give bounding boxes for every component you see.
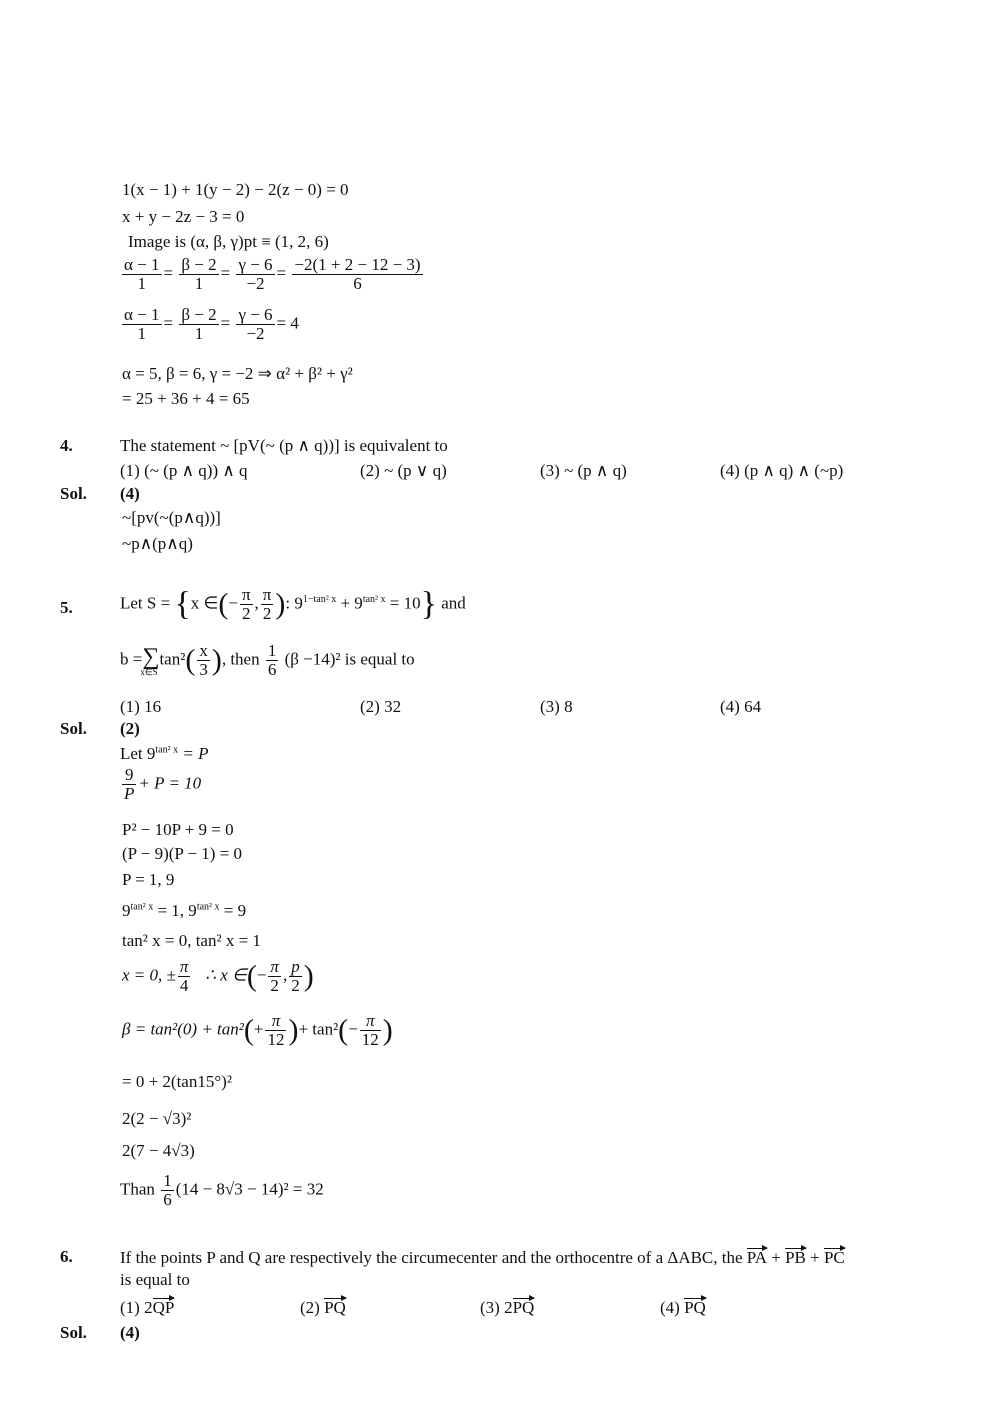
denominator: −2 — [246, 274, 265, 293]
sum-symbol — [140, 644, 160, 678]
fraction — [265, 1012, 286, 1049]
numerator: β − 2 — [181, 255, 217, 274]
vector: QP — [152, 1298, 175, 1317]
answer: (2) — [120, 719, 140, 738]
step: x = 0, ± $\frac{\pi}{4}$ ∴ x ∈(− $\frac{\pi}{2}$ , $\frac{p}{2}$ ) — [122, 957, 314, 995]
equals: = — [220, 313, 231, 333]
denominator: 6 — [163, 1190, 172, 1209]
sigma: ∑ — [142, 644, 160, 671]
fraction — [122, 306, 162, 343]
sum-definition — [120, 642, 415, 679]
text: : 9 — [285, 593, 303, 613]
numerator: π — [179, 957, 189, 976]
text: (β −14)² is equal to — [284, 649, 415, 669]
text: + P = 10 — [138, 773, 202, 793]
paren: ( — [218, 587, 229, 621]
numerator: α − 1 — [124, 255, 160, 274]
equation-line: x + y − 2z − 3 = 0 — [122, 207, 245, 226]
vector: PQ — [324, 1298, 346, 1317]
fraction — [236, 306, 274, 343]
numerator: γ − 6 — [238, 305, 273, 324]
denominator: 6 — [267, 660, 277, 679]
exponent: 1−tan² x — [302, 593, 337, 605]
question-number: 4. — [60, 436, 73, 455]
text: If the points P and Q are respectively the circumecenter and the orthocentre of a ΔABC, the — [120, 1248, 743, 1267]
text: + tan² — [298, 1019, 339, 1039]
answer: (4) — [120, 1323, 140, 1342]
denominator: 1 — [137, 274, 146, 293]
text: 9 — [122, 901, 131, 920]
paren: ) — [211, 643, 222, 677]
vector: PB — [785, 1248, 806, 1267]
denominator: −2 — [246, 324, 265, 343]
vector: PQ — [684, 1298, 706, 1317]
text: − — [348, 1019, 358, 1039]
fraction — [289, 958, 302, 995]
equals: = — [220, 263, 231, 283]
numerator: π — [270, 957, 279, 976]
solution-label: Sol. — [60, 484, 87, 503]
denominator: 1 — [194, 324, 204, 343]
text: = 10 — [385, 593, 421, 613]
text: Let S = — [120, 593, 171, 613]
option-2 — [300, 1295, 346, 1318]
paren: ( — [246, 959, 257, 993]
solution-label: Sol. — [60, 719, 87, 738]
text: + — [810, 1248, 820, 1267]
text: , then — [221, 649, 260, 669]
paren: ) — [382, 1013, 393, 1047]
paren: ( — [338, 1013, 349, 1047]
exponent: tan² x — [130, 901, 154, 913]
answer: (4) — [120, 484, 140, 503]
option-1: (1) 16 — [120, 697, 162, 716]
text: + — [771, 1248, 781, 1267]
vector: PA — [746, 1248, 767, 1267]
equation-line: = 25 + 36 + 4 = 65 — [122, 389, 250, 408]
fraction — [179, 306, 218, 343]
brace: } — [420, 585, 437, 623]
text: (2) — [300, 1298, 325, 1317]
denominator: 4 — [179, 976, 189, 995]
text: + — [253, 1019, 264, 1039]
step: tan² x = 0, tan² x = 1 — [122, 931, 261, 950]
equals: = — [276, 263, 287, 283]
fraction — [261, 586, 274, 623]
denominator: 12 — [267, 1030, 285, 1049]
option-3: (3) ~ (p ∧ q) — [540, 461, 627, 480]
option-2: (2) 32 — [360, 697, 402, 716]
text: Than — [120, 1179, 155, 1199]
solution-label: Sol. — [60, 1323, 87, 1342]
step — [122, 1012, 393, 1049]
text: tan² — [159, 649, 186, 669]
numerator: π — [241, 585, 251, 604]
text: and — [441, 593, 466, 613]
denominator: 12 — [361, 1030, 379, 1049]
option-3 — [480, 1295, 534, 1318]
paren: ( — [185, 643, 196, 677]
numerator: 1 — [267, 641, 277, 660]
equation-line — [120, 306, 299, 343]
text: , — [254, 593, 259, 613]
vector: PC — [823, 1248, 845, 1267]
text: (4) — [660, 1298, 685, 1317]
question-text-cont: is equal to — [120, 1270, 190, 1289]
denominator: 3 — [199, 660, 208, 679]
text: (14 − 8√3 − 14)² = 32 — [175, 1179, 324, 1199]
numerator: p — [291, 957, 300, 976]
equation-line: 1(x − 1) + 1(y − 2) − 2(z − 0) = 0 — [122, 180, 349, 199]
fraction — [236, 256, 274, 293]
paren: ) — [275, 587, 286, 621]
numerator: β − 2 — [181, 305, 217, 324]
fraction — [360, 1012, 381, 1049]
paren: ) — [288, 1013, 299, 1047]
denominator: 1 — [194, 274, 204, 293]
exponent: tan² x — [196, 901, 220, 913]
paren: ( — [243, 1013, 254, 1047]
step — [120, 744, 208, 764]
question-number: 6. — [60, 1247, 73, 1266]
option-4: (4) (p ∧ q) ∧ (~p) — [720, 461, 844, 480]
denominator: 2 — [262, 604, 272, 623]
numerator: π — [262, 585, 272, 604]
numerator: π — [265, 1012, 286, 1031]
step: P = 1, 9 — [122, 870, 175, 889]
fraction — [197, 642, 210, 679]
fraction — [179, 256, 218, 293]
equals: = — [163, 263, 174, 283]
fraction — [292, 256, 422, 293]
text: ∴ x ∈ — [205, 965, 247, 985]
step: ~[pv(~(p∧q))] — [122, 508, 221, 527]
text: + 9 — [336, 593, 363, 613]
question-number: 5. — [60, 598, 73, 617]
text: b = — [120, 649, 143, 669]
text: (3) 2 — [480, 1298, 513, 1317]
option-2: (2) ~ (p ∨ q) — [360, 461, 447, 480]
step: (P − 9)(P − 1) = 0 — [122, 844, 243, 863]
denominator: P — [124, 784, 135, 803]
set-definition — [120, 586, 466, 623]
fraction — [122, 766, 136, 803]
text: x = 0, ± — [122, 965, 176, 985]
equation-line: Image is (α, β, γ)pt ≡ (1, 2, 6) — [128, 232, 329, 251]
question-text — [120, 1245, 845, 1268]
step: = 0 + 2(tan15°)² — [122, 1072, 232, 1091]
numerator: γ − 6 — [238, 255, 273, 274]
question-text: The statement ~ [pV(~ (p ∧ q))] is equivalent to — [120, 436, 448, 455]
numerator: π — [360, 1012, 381, 1031]
exponent: tan² x — [155, 744, 179, 756]
text: = 1, 9 — [153, 901, 197, 920]
fraction — [240, 586, 253, 623]
equation-line — [120, 256, 425, 293]
text: (1) 2 — [120, 1298, 153, 1317]
numerator: x — [199, 641, 208, 660]
step — [120, 766, 201, 803]
denominator: 6 — [353, 274, 362, 293]
text: = 9 — [219, 901, 247, 920]
text: = P — [178, 744, 209, 763]
step: 2(7 − 4√3) — [122, 1141, 195, 1160]
fraction — [161, 1172, 174, 1209]
numerator: −2(1 + 2 − 12 − 3) — [294, 255, 421, 274]
numerator: α − 1 — [124, 305, 160, 324]
exponent: tan² x — [362, 593, 386, 605]
option-3: (3) 8 — [540, 697, 573, 716]
vector: PQ — [512, 1298, 535, 1317]
option-4 — [660, 1295, 706, 1318]
step: P² − 10P + 9 = 0 — [122, 820, 234, 839]
equation-line: α = 5, β = 6, γ = −2 ⇒ α² + β² + γ² — [122, 364, 353, 383]
option-1 — [120, 1295, 174, 1318]
denominator: 2 — [241, 604, 251, 623]
text: Let 9 — [120, 744, 156, 763]
fraction — [268, 958, 281, 995]
step: 2(2 − √3)² — [122, 1109, 192, 1128]
numerator: 9 — [122, 766, 136, 785]
subscript: x∈S — [140, 667, 158, 678]
text: − — [228, 593, 238, 613]
step: ~p∧(p∧q) — [122, 534, 193, 553]
step — [122, 901, 246, 921]
denominator: 2 — [270, 976, 279, 995]
text: β = tan²(0) + tan² — [122, 1019, 244, 1039]
denominator: 2 — [291, 976, 300, 995]
numerator: 1 — [163, 1171, 172, 1190]
paren: ) — [303, 959, 314, 993]
option-1: (1) (~ (p ∧ q)) ∧ q — [120, 461, 248, 480]
equals-value: = 4 — [276, 313, 299, 333]
fraction — [178, 958, 191, 995]
fraction — [266, 642, 279, 679]
denominator: 1 — [137, 324, 146, 343]
text: x ∈ — [190, 593, 219, 613]
fraction — [122, 256, 162, 293]
equals: = — [163, 313, 174, 333]
option-4: (4) 64 — [720, 697, 762, 716]
step — [120, 1172, 324, 1209]
brace: { — [174, 585, 191, 623]
